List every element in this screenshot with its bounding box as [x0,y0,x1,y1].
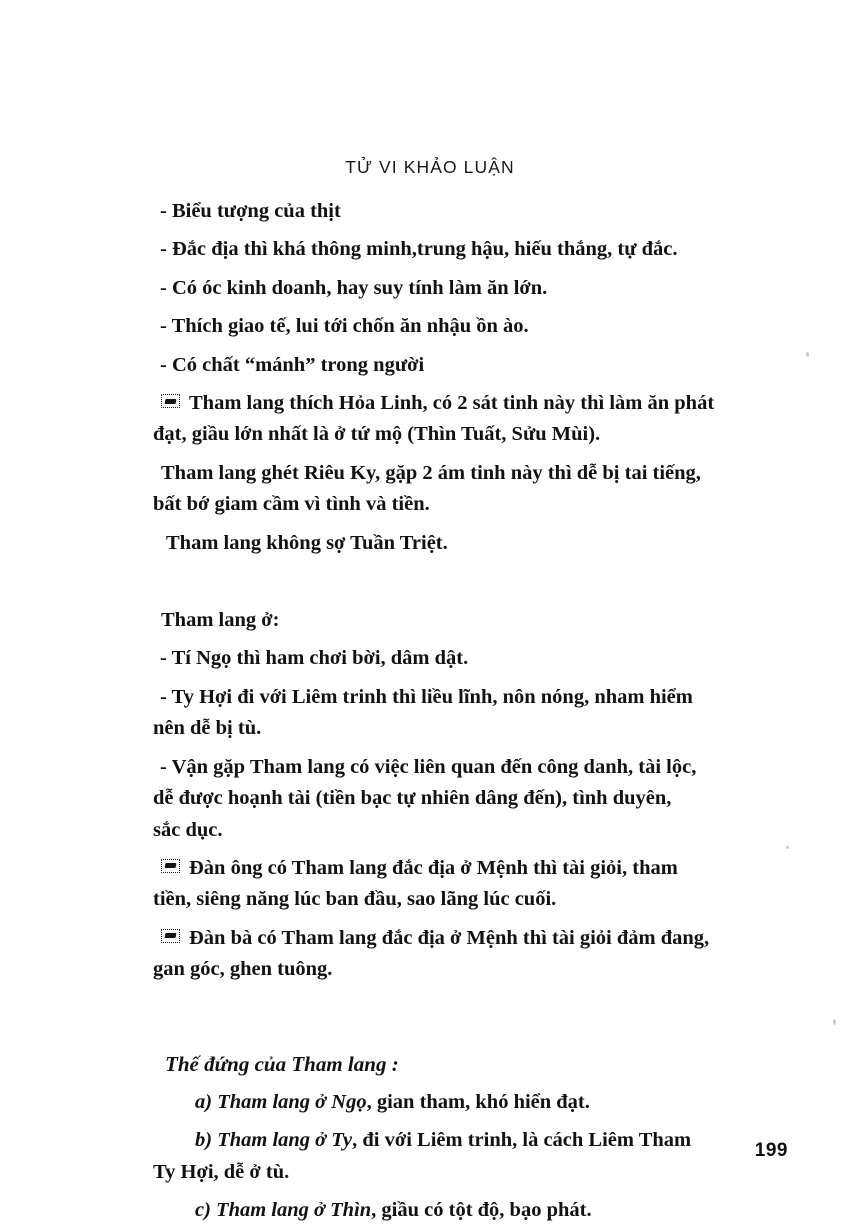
spacer [153,266,795,273]
pointing-hand-box-icon [161,394,180,408]
marked-paragraph-first-line [153,923,795,954]
bullet-line: nên dễ bị tù. [153,717,262,740]
bullet-item [153,752,795,846]
running-head: TỬ VI KHẢO LUẬN [345,157,515,177]
spacer [153,1188,795,1195]
paragraph-line: bất bớ giam cầm vì tình và tiền. [153,493,430,516]
spacer [153,304,795,311]
bullet-item: - Thích giao tế, lui tới chốn ăn nhậu ồn ào. [160,315,529,338]
spacer [153,1080,795,1087]
pointing-hand-box-icon [161,859,180,873]
bullet-item: - Có chất “mánh” trong người [160,353,425,376]
spacer [153,559,795,605]
paragraph-text: Đàn ông có Tham lang đắc địa ở Mệnh thì tài giỏi, tham [189,856,678,879]
section-heading-the-dung: Thế đứng của Tham lang : [165,1051,399,1076]
lettered-item-first-line [153,1125,795,1156]
bullet-item: - Biểu tượng của thịt [160,200,341,222]
section-heading-tham-lang-o: Tham lang ở: [161,609,280,632]
bullet-item: - Đắc địa thì khá thông minh,trung hậu, hiếu thắng, tự đắc. [160,238,678,261]
spacer [153,1032,795,1049]
paragraph-line: tiền, siêng năng lúc ban đầu, sao lãng lúc cuối. [153,888,557,911]
bullet-item [153,682,795,745]
spacer [153,227,795,234]
paragraph-ghet [153,458,795,521]
text-column [153,196,795,1227]
lettered-item-continuation: Ty Hợi, dễ ở tù. [153,1160,290,1183]
spacer [153,381,795,388]
spacer [153,636,795,643]
lettered-item-label: b) Tham lang ở Ty [195,1129,353,1152]
paragraph-text: Đàn bà có Tham lang đắc địa ở Mệnh thì tài giỏi đảm đang, [189,926,710,949]
marked-paragraph-first-line [153,388,795,419]
lettered-item-text: , đi với Liêm trinh, là cách Liêm Tham [352,1129,692,1152]
lettered-item-label: c) Tham lang ở Thìn [195,1199,372,1222]
scan-speck [806,352,809,357]
pointing-hand-box-icon [161,929,180,943]
lettered-item-b [153,1125,795,1188]
lettered-item-c [153,1195,795,1226]
paragraph-line: Tham lang ghét Riêu Ky, gặp 2 ám tinh này thì dễ bị tai tiếng, [161,461,701,484]
bullet-item: - Có óc kinh doanh, hay suy tính làm ăn lớn. [160,276,548,299]
marked-paragraph [153,853,795,916]
paragraph-text: Tham lang không sợ Tuần Triệt. [166,531,448,554]
spacer [153,986,795,1032]
spacer [153,451,795,458]
lettered-item-text: , gian tham, khó hiển đạt. [366,1090,590,1113]
lettered-item-a [153,1087,795,1118]
marked-paragraph-first-line [153,853,795,884]
spacer [153,343,795,350]
marked-paragraph [153,923,795,986]
spacer [153,1118,795,1125]
paragraph-text: Tham lang thích Hỏa Linh, có 2 sát tinh này thì làm ăn phát [189,392,715,415]
scan-speck [833,1019,836,1025]
paragraph-line: gan góc, ghen tuông. [153,958,333,981]
page-number: 199 [754,1140,788,1161]
lettered-item-text: , giầu có tột độ, bạo phát. [371,1199,592,1222]
bullet-line: - Ty Hợi đi với Liêm trinh thì liều lĩnh, nôn nóng, nham hiểm [160,685,693,708]
bullet-line: - Vận gặp Tham lang có việc liên quan đến công danh, tài lộc, [160,755,697,778]
bullet-line: sắc dục. [153,818,223,841]
lettered-item-label: a) Tham lang ở Ngọ [195,1090,367,1113]
bullet-item: - Tí Ngọ thì ham chơi bời, dâm dật. [160,647,469,670]
spacer [153,916,795,923]
paragraph-line: đạt, giầu lớn nhất là ở tứ mộ (Thìn Tuất, Sửu Mùi). [153,423,601,446]
spacer [153,675,795,682]
spacer [153,521,795,528]
marked-paragraph [153,388,795,451]
spacer [153,846,795,853]
spacer [153,745,795,752]
bullet-line: dễ được hoạnh tài (tiền bạc tự nhiên dâng đến), tình duyên, [153,787,672,810]
paragraph-khong-so [153,528,795,559]
